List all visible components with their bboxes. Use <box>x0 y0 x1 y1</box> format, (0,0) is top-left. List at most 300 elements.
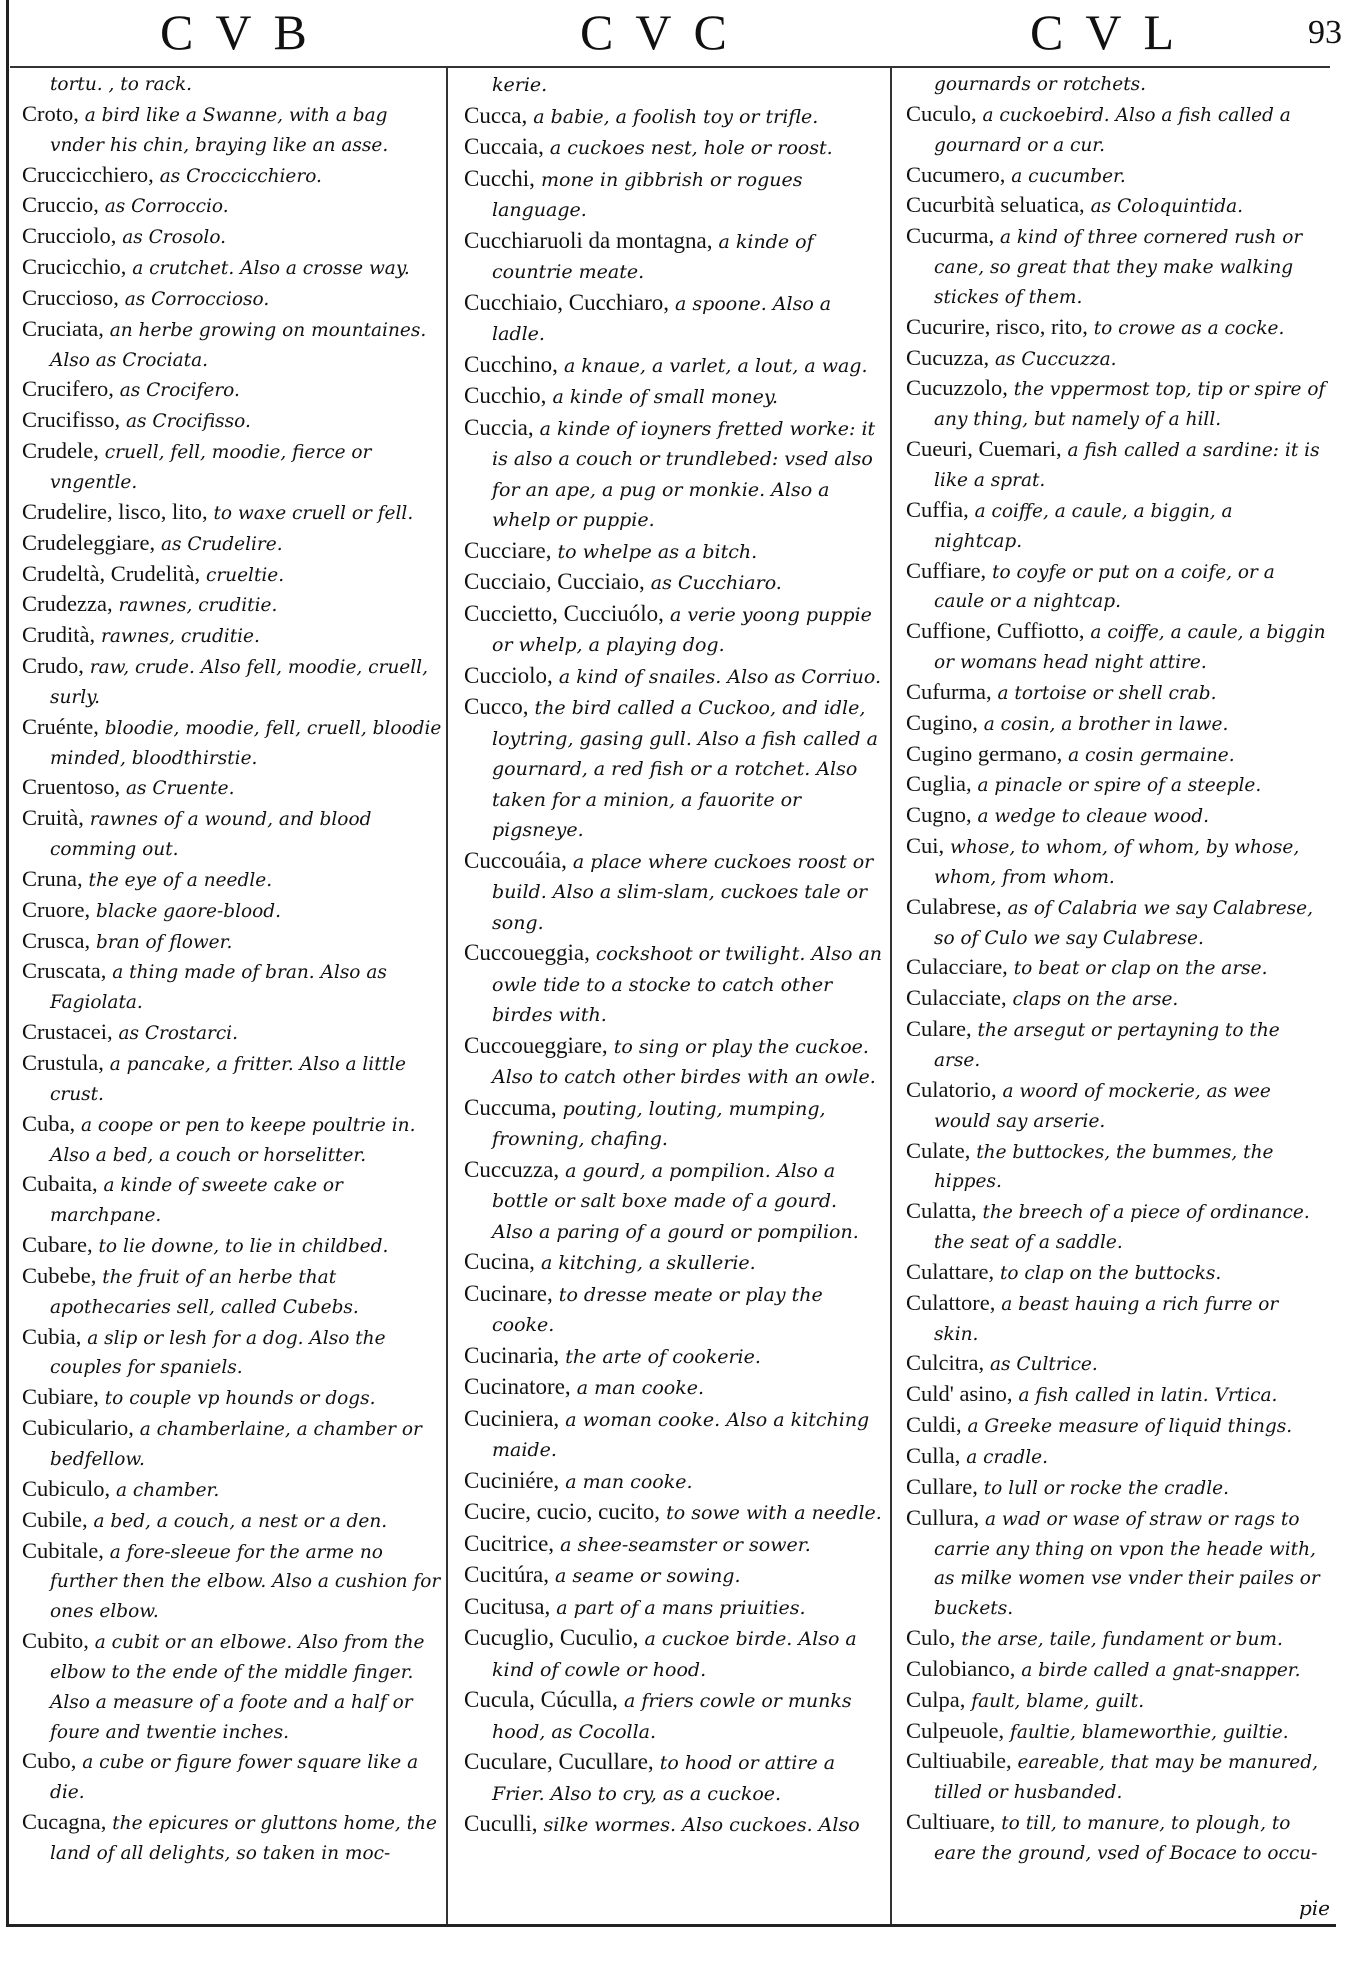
dictionary-entry <box>906 709 1326 740</box>
dictionary-entry <box>22 1018 442 1049</box>
entry-headword: Crucciolo, <box>22 223 117 249</box>
entry-headword: Cubare, <box>22 1232 93 1258</box>
entry-headword: Crudeleggiare, <box>22 529 156 555</box>
entry-headword: Cuccuzza, <box>464 1156 560 1182</box>
entry-headword: Culattare, <box>906 1258 995 1284</box>
entry-definition: a spoone. Also a ladle. <box>492 292 832 345</box>
entry-headword: Cuccietto, Cucciuólo, <box>464 600 664 626</box>
dictionary-entry <box>464 1279 884 1341</box>
entry-headword: Cruciata, <box>22 315 104 341</box>
dictionary-entry <box>906 893 1326 954</box>
entry-definition: cruell, fell, moodie, fierce or vngentle. <box>50 442 372 493</box>
dictionary-entry <box>22 1323 442 1384</box>
entry-definition: a chamberlaine, a chamber or bedfellow. <box>50 1419 422 1470</box>
dictionary-entry <box>464 1497 884 1529</box>
entry-definition: the epicures or gluttons home, the land of all delights, so taken in moc- <box>50 1813 437 1864</box>
entry-definition: to lull or rocke the cradle. <box>977 1477 1229 1499</box>
dictionary-entry <box>22 70 442 100</box>
dictionary-entry <box>22 1262 442 1323</box>
entry-headword: Crudo, <box>22 653 84 679</box>
entry-headword: Cucciolo, <box>464 662 553 688</box>
dictionary-entry <box>906 1686 1326 1717</box>
entry-definition: the buttockes, the bummes, the hippes. <box>934 1141 1274 1193</box>
entry-definition: a woord of mockerie, as wee would say arserie. <box>934 1080 1271 1132</box>
entry-definition: a seame or sowing. <box>548 1565 741 1587</box>
dictionary-entry <box>906 313 1326 344</box>
entry-headword: Crusca, <box>22 927 91 953</box>
dictionary-entry <box>464 1093 884 1155</box>
entry-definition: a cuckoes nest, hole or roost. <box>543 137 833 159</box>
entry-headword: Cuciniera, <box>464 1405 560 1431</box>
entry-definition: the vppermost top, tip or spire of any thing, but namely of a hill. <box>934 379 1326 431</box>
entry-headword: Cubiculo, <box>22 1475 111 1501</box>
dictionary-entry <box>464 1031 884 1093</box>
entry-headword: Cruénte, <box>22 713 99 739</box>
entry-headword: Cucco, <box>464 694 529 719</box>
entry-headword: Crudezza, <box>22 591 113 617</box>
entry-headword: Cuccia, <box>464 414 534 440</box>
entry-definition: blacke gaore-blood. <box>90 900 281 922</box>
entry-definition: whose, to whom, of whom, by whose, whom, from whom. <box>934 837 1300 888</box>
entry-definition: faultie, blameworthie, guiltie. <box>1004 1721 1289 1743</box>
dictionary-entry <box>906 1411 1326 1442</box>
entry-headword: Crudelire, lisco, lito, <box>22 498 208 524</box>
running-head-left: CVB <box>160 4 329 60</box>
dictionary-entry <box>906 1717 1326 1748</box>
entry-headword: Culate, <box>906 1137 971 1163</box>
entry-definition: as Cucchiaro. <box>644 572 782 594</box>
entry-definition: a shee-seamster or sower. <box>554 1533 811 1556</box>
entry-definition: to lie downe, to lie in childbed. <box>92 1236 389 1258</box>
entry-definition: a cube or figure fower square like a die. <box>50 1752 419 1804</box>
entry-headword: Cruore, <box>22 896 91 922</box>
entry-definition: fault, blame, guilt. <box>965 1690 1145 1712</box>
dictionary-entry <box>464 1466 884 1498</box>
entry-definition: a kind of three cornered rush or cane, so great that they make walking stickes of them. <box>934 227 1303 308</box>
dictionary-entry <box>906 801 1326 832</box>
dictionary-entry <box>22 315 442 376</box>
dictionary-entry <box>22 1747 442 1808</box>
entry-definition: crueltie. <box>200 564 285 586</box>
dictionary-entry <box>906 678 1326 709</box>
entry-definition: as Crosolo. <box>116 227 227 249</box>
dictionary-entry <box>906 1624 1326 1655</box>
entry-headword: Culatta, <box>906 1198 977 1224</box>
page-number: 93 <box>1308 14 1342 51</box>
entry-definition: bloodie, moodie, fell, cruell, bloodie minded, bloodthirstie. <box>50 717 442 769</box>
entry-definition: a fore-sleeue for the arme no further then the elbow. Also a cushion for ones elbow. <box>50 1541 441 1623</box>
entry-headword: Culare, <box>906 1016 972 1042</box>
entry-definition: tortu. , to rack. <box>50 74 193 95</box>
entry-headword: Cufurma, <box>906 678 992 704</box>
dictionary-entry <box>906 1473 1326 1504</box>
dictionary-entry <box>464 692 884 846</box>
entry-definition: a bird like a Swanne, with a bag vnder his chin, braying like an asse. <box>50 104 389 156</box>
entry-headword: Cruccioso, <box>22 284 119 310</box>
entry-definition: a fish called a sardine: it is like a sprat. <box>934 440 1320 491</box>
entry-headword: Cucinatore, <box>464 1374 571 1399</box>
entry-definition: to whelpe as a bitch. <box>551 540 758 563</box>
dictionary-entry <box>22 284 442 315</box>
entry-definition: a kinde of countrie meate. <box>492 230 814 283</box>
dictionary-entry <box>464 1404 884 1466</box>
entry-headword: Culattore, <box>906 1289 996 1315</box>
entry-headword: Cruna, <box>22 865 83 891</box>
dictionary-entry <box>22 804 442 865</box>
entry-definition: claps on the arse. <box>1006 989 1179 1011</box>
entry-definition: a fish called in latin. Vrtica. <box>1012 1385 1278 1407</box>
entry-definition: a friers cowle or munks hood, as Cocolla. <box>492 1690 852 1743</box>
dictionary-entry <box>906 1289 1326 1350</box>
entry-definition: a wedge to cleaue wood. <box>971 806 1210 828</box>
entry-definition: a cradle. <box>960 1446 1048 1468</box>
entry-headword: Crudeltà, Crudelità, <box>22 560 201 586</box>
dictionary-entry <box>464 350 884 382</box>
dictionary-entry <box>22 161 442 192</box>
entry-definition: rawnes, cruditie. <box>112 595 278 617</box>
entry-headword: Cugno, <box>906 802 972 828</box>
entry-definition: a kinde of small money. <box>546 386 779 408</box>
dictionary-entry <box>906 1015 1326 1076</box>
entry-definition: a slip or lesh for a dog. Also the couples for spaniels. <box>50 1327 386 1379</box>
entry-headword: Croto, <box>22 100 79 126</box>
entry-headword: Crustula, <box>22 1050 104 1075</box>
entry-headword: Crucifero, <box>22 376 114 402</box>
entry-headword: Cucchio, <box>464 383 547 408</box>
entry-headword: Cucchino, <box>464 351 558 377</box>
dictionary-entry <box>464 938 884 1031</box>
entry-headword: Cubito, <box>22 1628 89 1654</box>
entry-definition: to dresse meate or play the cooke. <box>492 1283 823 1336</box>
running-head-middle: CVC <box>580 4 749 60</box>
dictionary-entry <box>22 621 442 652</box>
entry-headword: Cucchiaio, Cucchiaro, <box>464 289 670 315</box>
entry-definition: as Cruente. <box>120 778 235 800</box>
entry-headword: Cubebe, <box>22 1262 97 1288</box>
entry-definition: a coiffe, a caule, a biggin or womans head night attire. <box>934 622 1326 674</box>
dictionary-entry <box>22 713 442 774</box>
entry-headword: Cuba, <box>22 1110 76 1136</box>
entry-definition: a kinde of ioyners fretted worke: it is also a couch or trundlebed: vsed also for an ape, a pug or monkie. Also a whelp or puppie. <box>492 417 876 531</box>
dictionary-entry <box>464 381 884 413</box>
entry-definition: kerie. <box>492 74 548 96</box>
dictionary-entry <box>464 101 884 133</box>
dictionary-entry <box>906 496 1326 557</box>
entry-definition: a kind of snailes. Also as Corriuo. <box>552 665 882 688</box>
dictionary-entry <box>906 1137 1326 1198</box>
entry-headword: Cuccoueggia, <box>464 940 590 965</box>
entry-definition: a birde called a gnat-snapper. <box>1015 1659 1301 1681</box>
entry-definition: as Coloquintida. <box>1084 196 1244 218</box>
entry-headword: Crucicchio, <box>22 254 127 280</box>
entry-definition: a man cooke. <box>570 1377 704 1399</box>
dictionary-entry <box>906 1349 1326 1380</box>
dictionary-entry <box>22 1049 442 1110</box>
dictionary-entry <box>22 1627 442 1747</box>
dictionary-entry <box>464 288 884 350</box>
dictionary-entry <box>22 1537 442 1628</box>
dictionary-entry <box>22 1231 442 1262</box>
dictionary-entry <box>22 1414 442 1475</box>
entry-headword: Cultiuare, <box>906 1809 996 1835</box>
dictionary-entry <box>464 1592 884 1624</box>
entry-headword: Cuculo, <box>906 100 977 126</box>
entry-definition: a coope or pen to keepe poultrie in. Also a bed, a couch or horselitter. <box>50 1114 416 1166</box>
entry-definition: a cuckoebird. Also a fish called a gournard or a cur. <box>934 104 1291 156</box>
dictionary-entry <box>906 1504 1326 1624</box>
entry-definition: a part of a mans priuities. <box>550 1596 806 1619</box>
dictionary-entry <box>906 1808 1326 1869</box>
entry-headword: Cucciare, <box>464 537 552 563</box>
entry-headword: Culpeuole, <box>906 1717 1005 1743</box>
entry-definition: as Corroccioso. <box>118 288 270 310</box>
header-rule <box>10 66 1330 68</box>
entry-definition: to coyfe or put on a coife, or a caule or a nightcap. <box>934 561 1275 613</box>
entry-definition: rawnes, cruditie. <box>95 626 260 648</box>
entry-headword: Cueuri, Cuemari, <box>906 436 1062 462</box>
entry-headword: Culo, <box>906 1625 956 1651</box>
entry-definition: to beat or clap on the arse. <box>1007 958 1268 980</box>
dictionary-entry <box>22 529 442 560</box>
entry-headword: Cucumero, <box>906 161 1006 187</box>
entry-definition: an herbe growing on mountaines. Also as Crociata. <box>50 319 427 371</box>
dictionary-entry <box>906 374 1326 435</box>
dictionary-entry <box>22 896 442 927</box>
entry-definition: the arte of cookerie. <box>559 1345 761 1368</box>
entry-headword: Culpa, <box>906 1686 966 1712</box>
entry-definition: to crowe as a cocke. <box>1087 317 1285 339</box>
dictionary-entry <box>22 590 442 621</box>
dictionary-entry <box>464 226 884 288</box>
entry-definition: a woman cooke. Also a kitching maide. <box>492 1408 870 1461</box>
entry-headword: Cullura, <box>906 1504 980 1530</box>
entry-headword: Cuccaia, <box>464 134 544 159</box>
entry-definition: the arsegut or pertayning to the arse. <box>934 1020 1280 1071</box>
entry-headword: Crucifisso, <box>22 407 121 433</box>
entry-definition: a cosin germaine. <box>1062 744 1235 766</box>
entry-headword: Cuccoueggiare, <box>464 1032 608 1058</box>
entry-definition: the eye of a needle. <box>82 869 273 891</box>
dictionary-entry <box>906 953 1326 984</box>
dictionary-entry <box>22 773 442 804</box>
entry-definition: the breech of a piece of ordinance. the seat of a saddle. <box>934 1202 1310 1254</box>
dictionary-entry <box>22 1383 442 1414</box>
entry-headword: Cugino germano, <box>906 740 1063 766</box>
entry-definition: a cosin, a brother in lawe. <box>977 713 1229 735</box>
entry-headword: Cucuzza, <box>906 344 990 370</box>
entry-headword: Cucinare, <box>464 1280 553 1306</box>
entry-headword: Cruccicchiero, <box>22 161 154 187</box>
entry-definition: a kinde of sweete cake or marchpane. <box>50 1175 343 1227</box>
entry-headword: Cruscata, <box>22 958 107 984</box>
entry-headword: Cruità, <box>22 805 84 831</box>
entry-definition: as Crocifero. <box>113 380 240 402</box>
entry-definition: as Croccicchiero. <box>153 165 322 187</box>
catchword: pie <box>1298 1896 1330 1920</box>
dictionary-entry <box>464 846 884 939</box>
dictionary-entry <box>906 1442 1326 1473</box>
dictionary-entry <box>22 1506 442 1537</box>
dictionary-entry <box>906 191 1326 222</box>
dictionary-entry <box>22 1475 442 1506</box>
entry-definition: cockshoot or twilight. Also an owle tide to a stocke to catch other birdes with. <box>492 943 883 1026</box>
dictionary-entry <box>22 498 442 529</box>
entry-definition: as Cuccuzza. <box>989 348 1117 370</box>
left-border-rule <box>6 0 9 1925</box>
dictionary-entry <box>464 413 884 536</box>
dictionary-entry <box>22 1170 442 1231</box>
entry-headword: Cruentoso, <box>22 774 121 800</box>
entry-definition: to till, to manure, to plough, to eare the ground, vsed of Bocace to occu- <box>934 1813 1318 1864</box>
entry-headword: Culacciate, <box>906 985 1007 1011</box>
dictionary-entry <box>22 222 442 253</box>
column-separator <box>890 66 892 1924</box>
entry-definition: a chamber. <box>110 1479 220 1501</box>
entry-headword: Cuccuma, <box>464 1094 557 1120</box>
dictionary-entry <box>22 437 442 498</box>
dictionary-entry <box>906 984 1326 1015</box>
entry-headword: Cucina, <box>464 1249 535 1274</box>
dictionary-entry <box>464 1341 884 1373</box>
entry-definition: the arse, taile, fundament or bum. <box>955 1629 1283 1651</box>
entry-headword: Cubiculario, <box>22 1415 134 1441</box>
entry-headword: Cucuzzolo, <box>906 375 1008 401</box>
entry-definition: to clap on the buttocks. <box>994 1262 1222 1284</box>
dictionary-entry <box>906 770 1326 801</box>
entry-headword: Cubia, <box>22 1323 82 1349</box>
entry-headword: Cuciniére, <box>464 1467 560 1493</box>
entry-definition: bran of flower. <box>90 931 233 953</box>
dictionary-entry <box>22 957 442 1018</box>
entry-definition: a beast hauing a rich furre or skin. <box>934 1293 1279 1345</box>
entry-headword: Cugino, <box>906 709 978 735</box>
dictionary-entry <box>906 1076 1326 1137</box>
dictionary-entry <box>22 375 442 406</box>
entry-definition: pouting, louting, mumping, frowning, chafing. <box>492 1097 826 1150</box>
entry-definition: as Cultrice. <box>984 1354 1098 1376</box>
entry-headword: Culcitra, <box>906 1350 985 1376</box>
entry-headword: Cucca, <box>464 102 528 128</box>
entry-definition: as Crocifisso. <box>120 411 251 433</box>
entry-headword: Cuculli, <box>464 1811 538 1836</box>
dictionary-entry <box>22 191 442 222</box>
column-left <box>22 70 442 1869</box>
entry-headword: Cucuglio, Cuculio, <box>464 1625 639 1650</box>
entry-definition: a pancake, a fritter. Also a little crust. <box>50 1054 406 1105</box>
entry-headword: Cubaita, <box>22 1171 98 1197</box>
dictionary-entry <box>906 617 1326 678</box>
entry-definition: a babie, a foolish toy or trifle. <box>527 105 819 128</box>
entry-definition: as Corroccio. <box>98 196 229 218</box>
entry-definition: gournards or rotchets. <box>934 74 1147 95</box>
entry-headword: Cubiare, <box>22 1384 99 1410</box>
entry-headword: Cucurbità seluatica, <box>906 192 1085 218</box>
entry-headword: Cubitale, <box>22 1537 104 1563</box>
dictionary-entry <box>464 1155 884 1248</box>
entry-definition: the fruit of an herbe that apothecaries sell, called Cubebs. <box>50 1266 359 1318</box>
entry-headword: Crudità, <box>22 622 96 648</box>
dictionary-entry <box>464 1623 884 1685</box>
dictionary-entry <box>906 161 1326 192</box>
dictionary-entry <box>464 70 884 101</box>
dictionary-entry <box>906 1258 1326 1289</box>
entry-headword: Crudele, <box>22 438 99 464</box>
entry-headword: Culabrese, <box>906 893 1002 919</box>
entry-definition: silke wormes. Also cuckoes. Also <box>537 1814 860 1836</box>
entry-definition: to couple vp hounds or dogs. <box>98 1388 376 1410</box>
entry-headword: Culd' asino, <box>906 1381 1013 1407</box>
entry-headword: Cruccio, <box>22 192 99 218</box>
dictionary-entry <box>464 567 884 599</box>
entry-definition: to sing or play the cuckoe. Also to catch other birdes with an owle. <box>492 1035 876 1088</box>
entry-headword: Cucciaio, Cucciaio, <box>464 569 645 594</box>
entry-headword: Cucitrice, <box>464 1530 555 1556</box>
entry-definition: rawnes of a wound, and blood comming out. <box>50 809 372 861</box>
entry-definition: a thing made of bran. Also as Fagiolata. <box>50 962 387 1014</box>
entry-definition: a knaue, a varlet, a lout, a wag. <box>557 354 868 377</box>
entry-headword: Culdi, <box>906 1412 962 1438</box>
entry-headword: Culacciare, <box>906 954 1008 980</box>
entry-definition: raw, crude. Also fell, moodie, cruell, surly. <box>50 657 428 708</box>
entry-headword: Crustacei, <box>22 1019 113 1045</box>
dictionary-entry <box>464 599 884 661</box>
dictionary-entry <box>906 1655 1326 1686</box>
entry-headword: Culatorio, <box>906 1076 997 1102</box>
entry-headword: Cucula, Cúculla, <box>464 1687 618 1712</box>
dictionary-entry <box>22 253 442 284</box>
dictionary-entry <box>22 100 442 161</box>
dictionary-entry <box>22 1110 442 1171</box>
dictionary-entry <box>906 557 1326 618</box>
dictionary-entry <box>464 1747 884 1809</box>
entry-headword: Cuffia, <box>906 496 969 522</box>
dictionary-entry <box>464 1529 884 1561</box>
dictionary-entry <box>464 536 884 568</box>
entry-definition: a Greeke measure of liquid things. <box>961 1416 1293 1438</box>
dictionary-entry <box>22 560 442 591</box>
dictionary-entry <box>464 661 884 693</box>
entry-definition: a crutchet. Also a crosse way. <box>126 258 410 280</box>
entry-definition: a bed, a couch, a nest or a den. <box>87 1510 388 1532</box>
entry-headword: Cucurire, risco, rito, <box>906 313 1088 339</box>
entry-headword: Cucitusa, <box>464 1593 551 1619</box>
entry-definition: a pinacle or spire of a steeple. <box>971 775 1262 797</box>
dictionary-entry <box>464 132 884 164</box>
entry-definition: a coiffe, a caule, a biggin, a nightcap. <box>934 500 1233 552</box>
entry-definition: a cucumber. <box>1005 165 1126 187</box>
dictionary-entry <box>906 100 1326 161</box>
running-head-right: CVL <box>1030 4 1196 60</box>
entry-headword: Cultiuabile, <box>906 1748 1012 1774</box>
bottom-border-rule <box>6 1924 1336 1927</box>
entry-definition: a man cooke. <box>559 1470 693 1493</box>
dictionary-entry <box>906 1380 1326 1411</box>
dictionary-entry <box>22 865 442 896</box>
entry-headword: Cuccouáia, <box>464 847 567 873</box>
entry-headword: Cucagna, <box>22 1809 107 1835</box>
dictionary-entry <box>464 1247 884 1279</box>
dictionary-entry <box>22 406 442 437</box>
dictionary-entry <box>464 1372 884 1404</box>
entry-headword: Cucire, cucio, cucito, <box>464 1499 661 1524</box>
entry-headword: Culobianco, <box>906 1655 1016 1681</box>
dictionary-entry <box>464 164 884 226</box>
column-right <box>906 70 1326 1869</box>
dictionary-entry <box>22 927 442 958</box>
entry-headword: Cuglia, <box>906 771 972 797</box>
dictionary-entry <box>906 1747 1326 1808</box>
entry-definition: to hood or attire a Frier. Also to cry, as a cuckoe. <box>492 1752 836 1805</box>
